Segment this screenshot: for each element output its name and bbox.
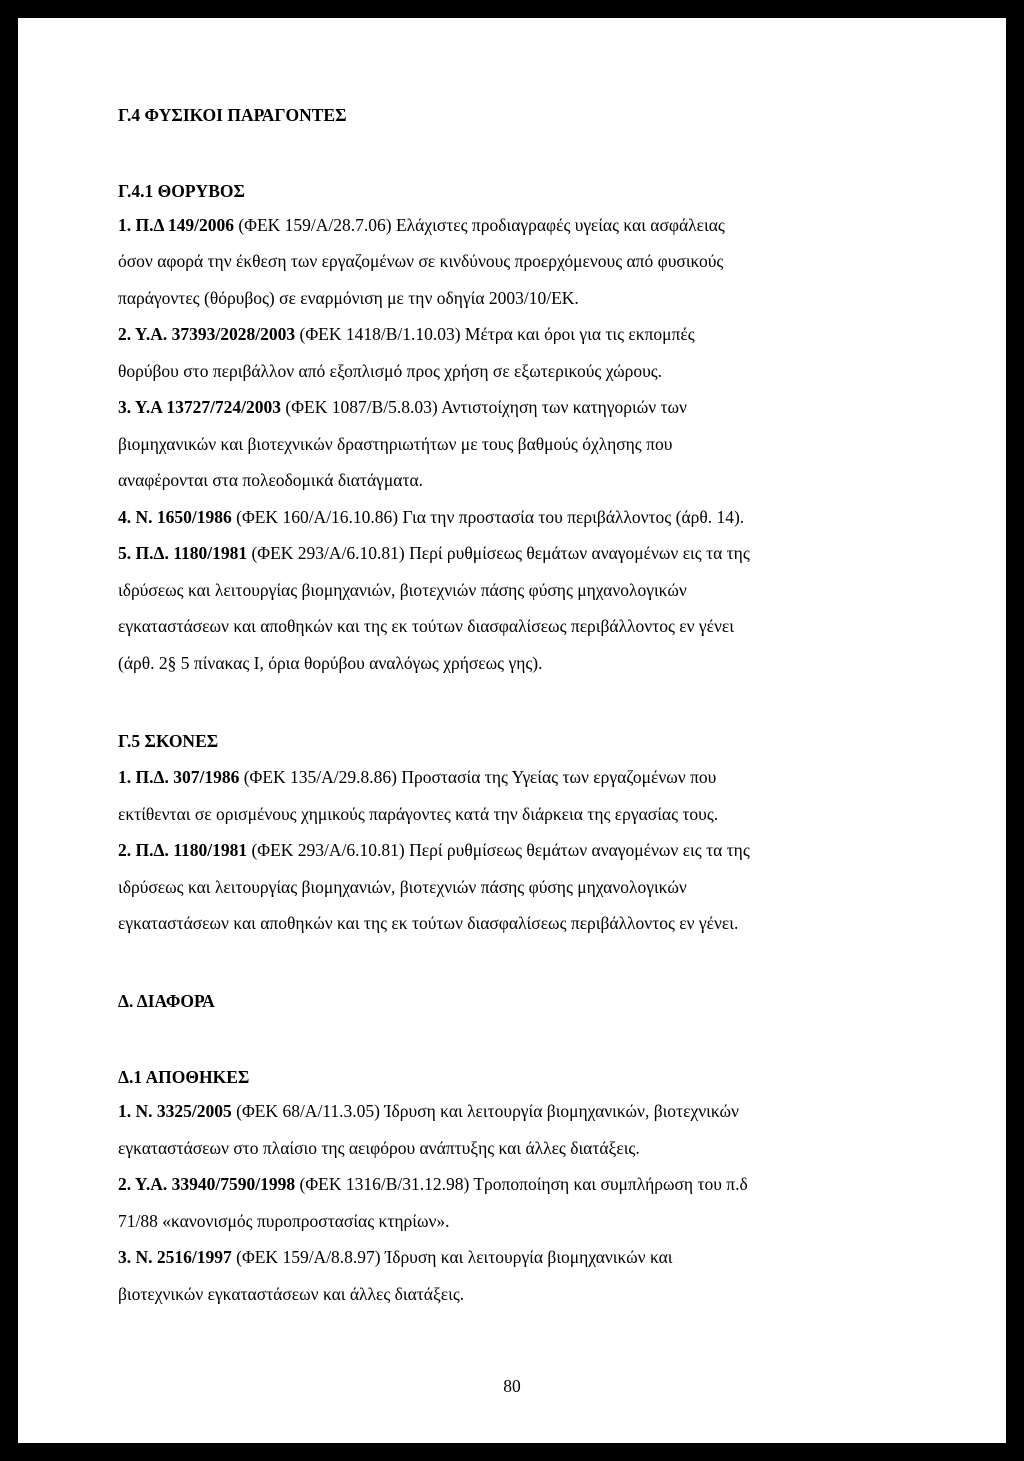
- noise-item-2-ref: 2. Υ.Α. 37393/2028/2003: [118, 324, 296, 344]
- storage-item-2-ref: 2. Υ.Α. 33940/7590/1998: [118, 1174, 296, 1194]
- dust-item-1-line-1: 1. Π.Δ. 307/1986 (ΦΕΚ 135/Α/29.8.86) Προστασία της Υγείας των εργαζομένων που: [118, 767, 717, 787]
- dust-item-2-ref: 2. Π.Δ. 1180/1981: [118, 840, 248, 860]
- heading-noise: Γ.4.1 ΘΟΡΥΒΟΣ: [118, 181, 245, 201]
- heading-physical-factors: Γ.4 ΦΥΣΙΚΟΙ ΠΑΡΑΓΟΝΤΕΣ: [118, 105, 347, 125]
- storage-item-1-line-1: 1. Ν. 3325/2005 (ΦΕΚ 68/Α/11.3.05) Ίδρυση και λειτουργία βιομηχανικών, βιοτεχνικών: [118, 1101, 739, 1121]
- noise-item-3-line-3: αναφέρονται στα πολεοδομικά διατάγματα.: [118, 470, 424, 490]
- noise-item-1-line-2: όσον αφορά την έκθεση των εργαζομένων σε κινδύνους προερχόμενους από φυσικούς: [118, 251, 724, 271]
- storage-item-3-line-2: βιοτεχνικών εγκαταστάσεων και άλλες διατάξεις.: [118, 1284, 465, 1304]
- storage-item-2-line-1: 2. Υ.Α. 33940/7590/1998 (ΦΕΚ 1316/Β/31.12.98) Τροποποίηση και συμπλήρωση του π.δ: [118, 1174, 748, 1194]
- document-page: [18, 18, 1006, 1443]
- dust-item-1-ref: 1. Π.Δ. 307/1986: [118, 767, 240, 787]
- noise-item-3-line-2: βιομηχανικών και βιοτεχνικών δραστηριωτήτων με τους βαθμούς όχλησης που: [118, 434, 673, 454]
- storage-item-3-ref: 3. Ν. 2516/1997: [118, 1247, 232, 1267]
- noise-item-3-ref: 3. Υ.Α 13727/724/2003: [118, 397, 282, 417]
- dust-item-2-line-3: εγκαταστάσεων και αποθηκών και της εκ τούτων διασφαλίσεως περιβάλλοντος εν γένει.: [118, 913, 739, 933]
- noise-item-5-line-2: ιδρύσεως και λειτουργίας βιομηχανιών, βιοτεχνιών πάσης φύσης μηχανολογικών: [118, 580, 687, 600]
- noise-item-4-ref: 4. Ν. 1650/1986: [118, 507, 232, 527]
- noise-item-2-line-2: θορύβου στο περιβάλλον από εξοπλισμό προς χρήση σε εξωτερικούς χώρους.: [118, 361, 663, 381]
- page-number: 80: [503, 1376, 521, 1396]
- noise-item-5-ref: 5. Π.Δ. 1180/1981: [118, 543, 248, 563]
- noise-item-5-line-3: εγκαταστάσεων και αποθηκών και της εκ τούτων διασφαλίσεως περιβάλλοντος εν γένει: [118, 616, 734, 636]
- noise-item-1-line-3: παράγοντες (θόρυβος) σε εναρμόνιση με την οδηγία 2003/10/ΕΚ.: [118, 288, 579, 308]
- heading-storage: Δ.1 ΑΠΟΘΗΚΕΣ: [118, 1067, 250, 1087]
- noise-item-3-line-1: 3. Υ.Α 13727/724/2003 (ΦΕΚ 1087/Β/5.8.03) Αντιστοίχηση των κατηγοριών των: [118, 397, 687, 417]
- dust-item-2-line-1: 2. Π.Δ. 1180/1981 (ΦΕΚ 293/Α/6.10.81) Περί ρυθμίσεως θεμάτων αναγομένων εις τα της: [118, 840, 750, 860]
- storage-item-2-line-2: 71/88 «κανονισμός πυροπροστασίας κτηρίων».: [118, 1211, 450, 1231]
- noise-item-2-line-1: 2. Υ.Α. 37393/2028/2003 (ΦΕΚ 1418/Β/1.10.03) Μέτρα και όροι για τις εκπομπές: [118, 324, 695, 344]
- noise-item-4-line-1: 4. Ν. 1650/1986 (ΦΕΚ 160/Α/16.10.86) Για την προστασία του περιβάλλοντος (άρθ. 14).: [118, 507, 745, 527]
- noise-item-5-line-1: 5. Π.Δ. 1180/1981 (ΦΕΚ 293/Α/6.10.81) Περί ρυθμίσεως θεμάτων αναγομένων εις τα της: [118, 543, 750, 563]
- storage-item-3-line-1: 3. Ν. 2516/1997 (ΦΕΚ 159/Α/8.8.97) Ίδρυση και λειτουργία βιομηχανικών και: [118, 1247, 673, 1267]
- dust-item-2-line-2: ιδρύσεως και λειτουργίας βιομηχανιών, βιοτεχνιών πάσης φύσης μηχανολογικών: [118, 877, 687, 897]
- storage-item-1-line-2: εγκαταστάσεων στο πλαίσιο της αειφόρου ανάπτυξης και άλλες διατάξεις.: [118, 1138, 640, 1158]
- noise-item-5-line-4: (άρθ. 2§ 5 πίνακας Ι, όρια θορύβου αναλόγως χρήσεως γης).: [118, 653, 543, 673]
- storage-item-1-ref: 1. Ν. 3325/2005: [118, 1101, 232, 1121]
- heading-dust: Γ.5 ΣΚΟΝΕΣ: [118, 731, 219, 751]
- dust-item-1-line-2: εκτίθενται σε ορισμένους χημικούς παράγοντες κατά την διάρκεια της εργασίας τους.: [118, 804, 719, 824]
- noise-item-1-line-1: 1. Π.Δ 149/2006 (ΦΕΚ 159/Α/28.7.06) Ελάχιστες προδιαγραφές υγείας και ασφάλειας: [118, 215, 725, 235]
- noise-item-1-ref: 1. Π.Δ 149/2006: [118, 215, 234, 235]
- heading-misc: Δ. ΔΙΑΦΟΡΑ: [118, 991, 215, 1011]
